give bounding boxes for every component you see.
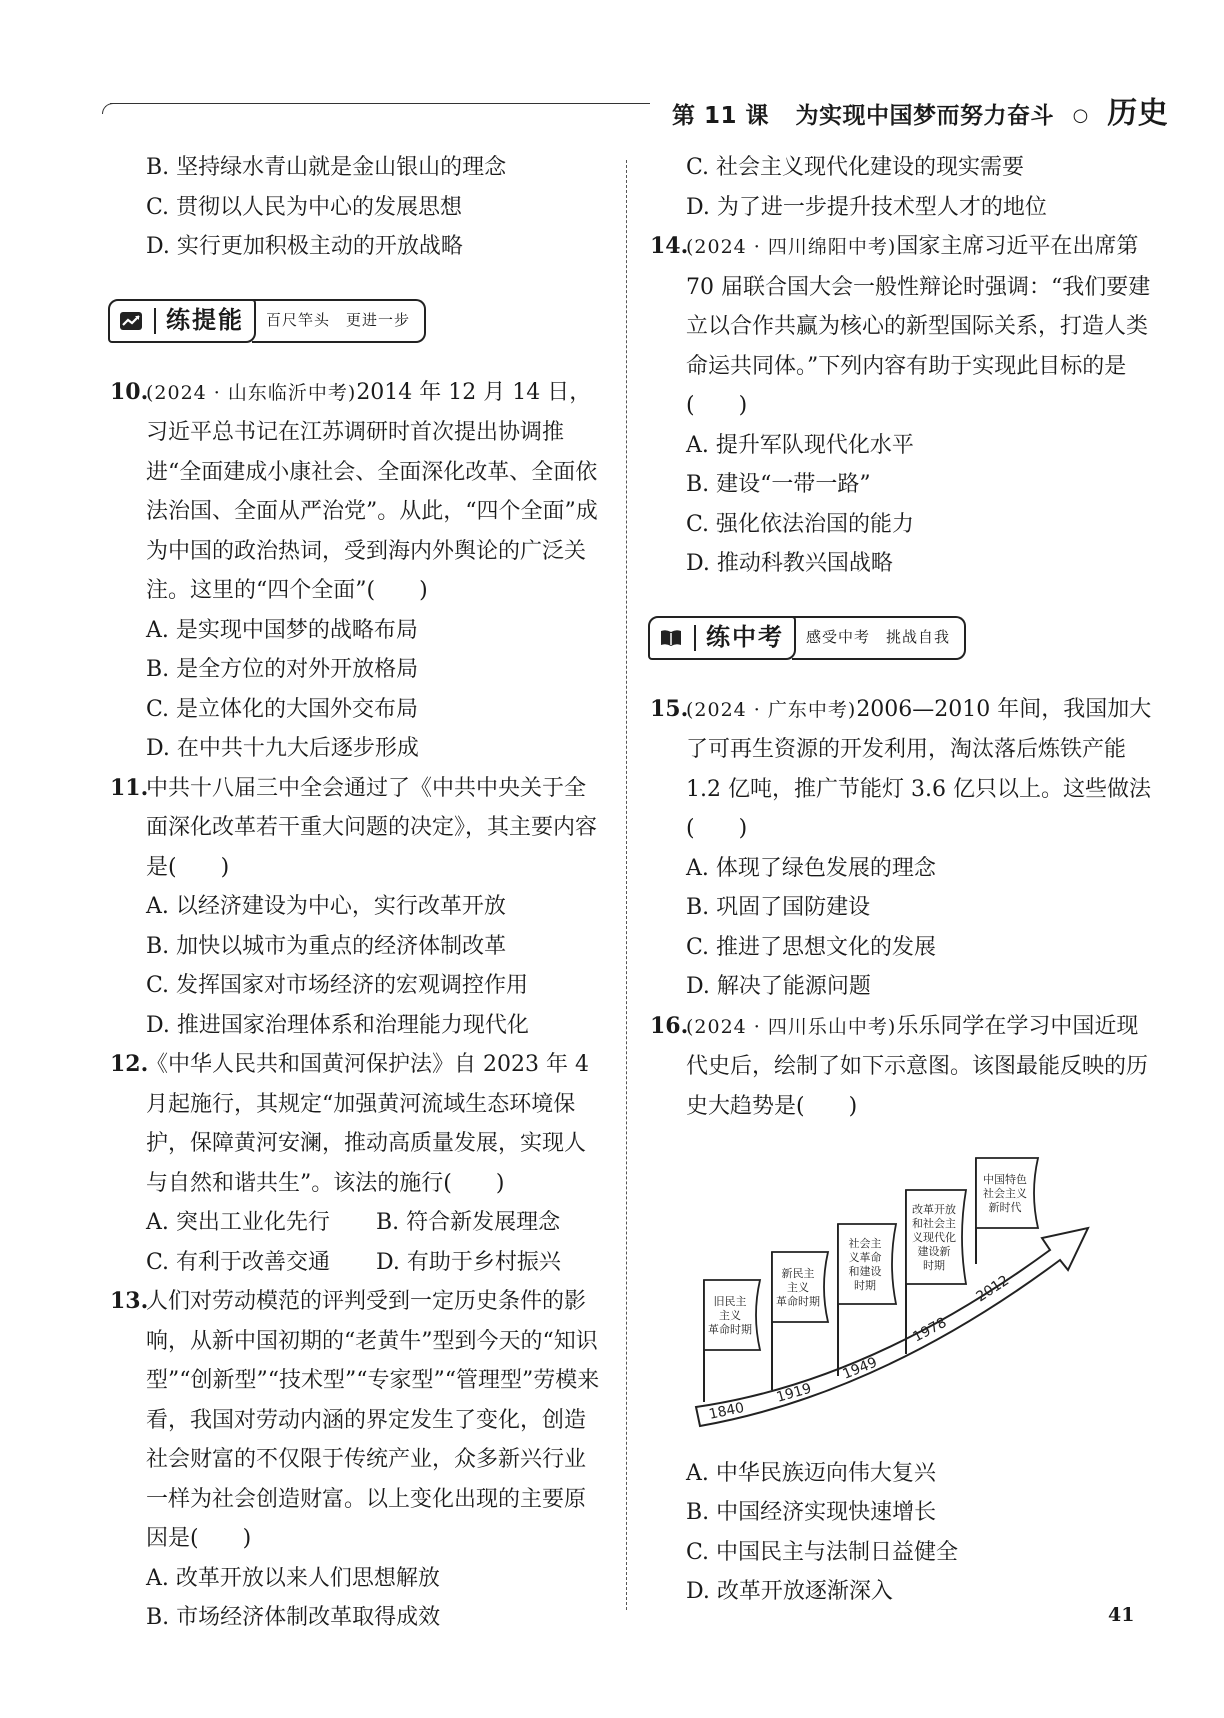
flag-label: 建设新 — [917, 1245, 951, 1258]
question-source: (2024 · 山东临沂中考) — [146, 381, 357, 404]
section-banner-practice — [108, 299, 606, 343]
year-label: 1949 — [840, 1354, 880, 1383]
option: B. 建设“一带一路” — [686, 472, 871, 497]
section-subtitle: 感受中考 挑战自我 — [806, 627, 951, 646]
question-stem: 《中华人民共和国黄河保护法》自 2023 年 4 月起施行，其规定“加强黄河流域生态环境保护，保障黄河安澜，推动高质量发展，实现人与自然和谐共生”。该法的施行( ) — [146, 1052, 589, 1196]
question-source: (2024 · 广东中考) — [686, 698, 857, 721]
header-rule-curve — [102, 103, 117, 114]
question-number: 11. — [110, 774, 149, 801]
question-number: 10. — [110, 378, 149, 405]
option: D. 有助于乡村振兴 — [376, 1249, 561, 1275]
option: D. 为了进一步提升技术型人才的地位 — [686, 194, 1047, 220]
question-12 — [110, 1045, 606, 1203]
question-stem: 乐乐同学在学习中国近现代史后，绘制了如下示意图。该图最能反映的历史大趋势是( ) — [686, 1013, 1149, 1119]
question-stem: 2014 年 12 月 14 日，习近平总书记在江苏调研时首次提出协调推进“全面建成小康社会、全面深化改革、全面依法治国、全面从严治党”。从此，“四个全面”成为中国的政治热词，受到海内外舆论的广泛关注。这里的“四个全面”( ) — [146, 379, 598, 603]
option: C. 发挥国家对市场经济的宏观调控作用 — [146, 973, 529, 998]
question-stem: 2006—2010 年间，我国加大了可再生资源的开发利用，淘汰落后炼铁产能 1.2 亿吨，推广节能灯 3.6 亿只以上。这些做法( ) — [686, 696, 1152, 841]
question-stem: 中共十八届三中全会通过了《中共中央关于全面深化改革若干重大问题的决定》，其主要内容是( ) — [146, 775, 598, 880]
question-source: (2024 · 四川乐山中考) — [686, 1015, 897, 1038]
flag-label: 义现代化 — [912, 1231, 956, 1244]
option: B. 坚持绿水青山就是金山银山的理念 — [146, 155, 507, 180]
option: C. 贯彻以人民为中心的发展思想 — [146, 194, 463, 220]
option-row — [146, 1243, 606, 1283]
flag-label: 旧民主 — [713, 1295, 747, 1308]
question-number: 15. — [650, 695, 689, 722]
option: A. 中华民族迈向伟大复兴 — [686, 1460, 936, 1486]
option: B. 是全方位的对外开放格局 — [146, 657, 419, 682]
flag-label: 社会主义 — [983, 1187, 1027, 1200]
flag-label: 和社会主 — [912, 1217, 956, 1230]
period-flag — [772, 1252, 828, 1390]
option: D. 在中共十九大后逐步形成 — [146, 736, 419, 761]
flag-label: 时期 — [923, 1259, 945, 1272]
question-16 — [650, 1007, 1156, 1127]
option: A. 是实现中国梦的战略布局 — [146, 617, 418, 643]
option: C. 中国民主与法制日益健全 — [686, 1539, 959, 1565]
section-divider-bar — [154, 308, 156, 334]
period-flag — [976, 1158, 1038, 1264]
question-source: (2024 · 四川绵阳中考) — [686, 236, 897, 258]
question-11 — [110, 769, 606, 888]
question-10 — [110, 373, 606, 611]
option: A. 体现了绿色发展的理念 — [686, 855, 936, 881]
option: C. 强化依法治国的能力 — [686, 511, 915, 537]
question-13 — [110, 1282, 606, 1559]
flag-label: 主义 — [719, 1309, 741, 1322]
lesson-number: 第 11 课 — [672, 103, 770, 129]
flag-label: 和建设 — [848, 1265, 882, 1278]
option: C. 社会主义现代化建设的现实需要 — [686, 155, 1025, 180]
option: A. 提升军队现代化水平 — [686, 432, 914, 458]
option: D. 推进国家治理体系和治理能力现代化 — [146, 1012, 529, 1038]
year-label: 2012 — [973, 1272, 1013, 1306]
option: B. 中国经济实现快速增长 — [686, 1500, 937, 1525]
section-subtitle-box — [252, 299, 426, 343]
option: B. 符合新发展理念 — [376, 1210, 561, 1235]
section-subtitle-box — [792, 616, 966, 660]
option: D. 实行更加积极主动的开放战略 — [146, 234, 463, 259]
option: D. 解决了能源问题 — [686, 974, 871, 999]
history-timeline-diagram — [670, 1132, 1156, 1446]
option: C. 推进了思想文化的发展 — [686, 934, 937, 960]
option-row — [146, 1203, 606, 1243]
period-flag — [704, 1280, 760, 1402]
page-number: 41 — [1108, 1604, 1135, 1626]
flag-label: 义革命 — [848, 1251, 882, 1264]
question-stem: 人们对劳动模范的评判受到一定历史条件的影响，从新中国初期的“老黄牛”型到今天的“知识型”“创新型”“技术型”“专家型”“管理型”劳模来看，我国对劳动内涵的界定发生了变化，创造社会财富的不仅限于传统产业，众多新兴行业一样为社会创造财富。以上变化出现的主要原因是( ) — [146, 1289, 600, 1551]
page-header — [672, 88, 1168, 132]
year-label: 1840 — [707, 1399, 746, 1423]
column-divider — [626, 160, 627, 1610]
left-column — [110, 148, 606, 1638]
option: C. 是立体化的大国外交布局 — [146, 696, 419, 722]
header-rule — [110, 103, 650, 104]
question-stem: 国家主席习近平在出席第 70 届联合国大会一般性辩论时强调：“我们要建立以合作共赢为核心的新型国际关系，打造人类命运共同体。”下列内容有助于实现此目标的是( ) — [686, 234, 1151, 418]
section-subtitle: 百尺竿头 更进一步 — [266, 310, 411, 329]
option: A. 突出工业化先行 — [146, 1210, 330, 1235]
question-number: 14. — [650, 233, 689, 259]
question-number: 12. — [110, 1051, 149, 1077]
section-divider-bar — [694, 625, 696, 651]
flag-label: 中国特色 — [983, 1173, 1027, 1186]
lesson-title: 为实现中国梦而努力奋斗 — [795, 103, 1055, 129]
right-column — [650, 148, 1156, 1612]
question-number: 13. — [110, 1288, 149, 1314]
year-label: 1919 — [774, 1380, 814, 1406]
option: B. 巩固了国防建设 — [686, 895, 871, 920]
subject-label: 历史 — [1107, 96, 1169, 131]
section-banner-exam — [648, 616, 1156, 660]
option: D. 改革开放逐渐深入 — [686, 1579, 893, 1604]
year-label: 1978 — [910, 1314, 950, 1346]
section-label: 练中考 — [706, 622, 784, 651]
question-15 — [650, 690, 1156, 849]
section-label-box — [648, 616, 796, 660]
option: C. 有利于改善交通 — [146, 1249, 331, 1275]
option: B. 加快以城市为重点的经济体制改革 — [146, 933, 507, 959]
question-14 — [650, 227, 1156, 426]
flag-label: 新时代 — [988, 1201, 1022, 1214]
option: D. 推动科教兴国战略 — [686, 551, 893, 576]
flag-label: 改革开放 — [912, 1203, 956, 1216]
flag-label: 新民主 — [781, 1267, 815, 1280]
option: A. 以经济建设为中心，实行改革开放 — [146, 894, 506, 919]
section-label-box — [108, 299, 256, 343]
option: B. 市场经济体制改革取得成效 — [146, 1605, 441, 1630]
chart-trend-icon — [118, 310, 144, 332]
flag-label: 革命时期 — [776, 1295, 820, 1308]
section-label: 练提能 — [166, 305, 244, 334]
flag-label: 时期 — [854, 1279, 876, 1292]
flag-banner — [838, 1224, 896, 1304]
option: A. 改革开放以来人们思想解放 — [146, 1565, 440, 1591]
flag-label: 革命时期 — [708, 1323, 752, 1336]
question-number: 16. — [650, 1012, 689, 1039]
book-icon — [658, 627, 684, 649]
flag-label: 社会主 — [848, 1237, 882, 1250]
timeline-svg — [670, 1132, 1110, 1432]
flag-label: 主义 — [787, 1281, 809, 1294]
header-separator: ○ — [1072, 105, 1089, 126]
